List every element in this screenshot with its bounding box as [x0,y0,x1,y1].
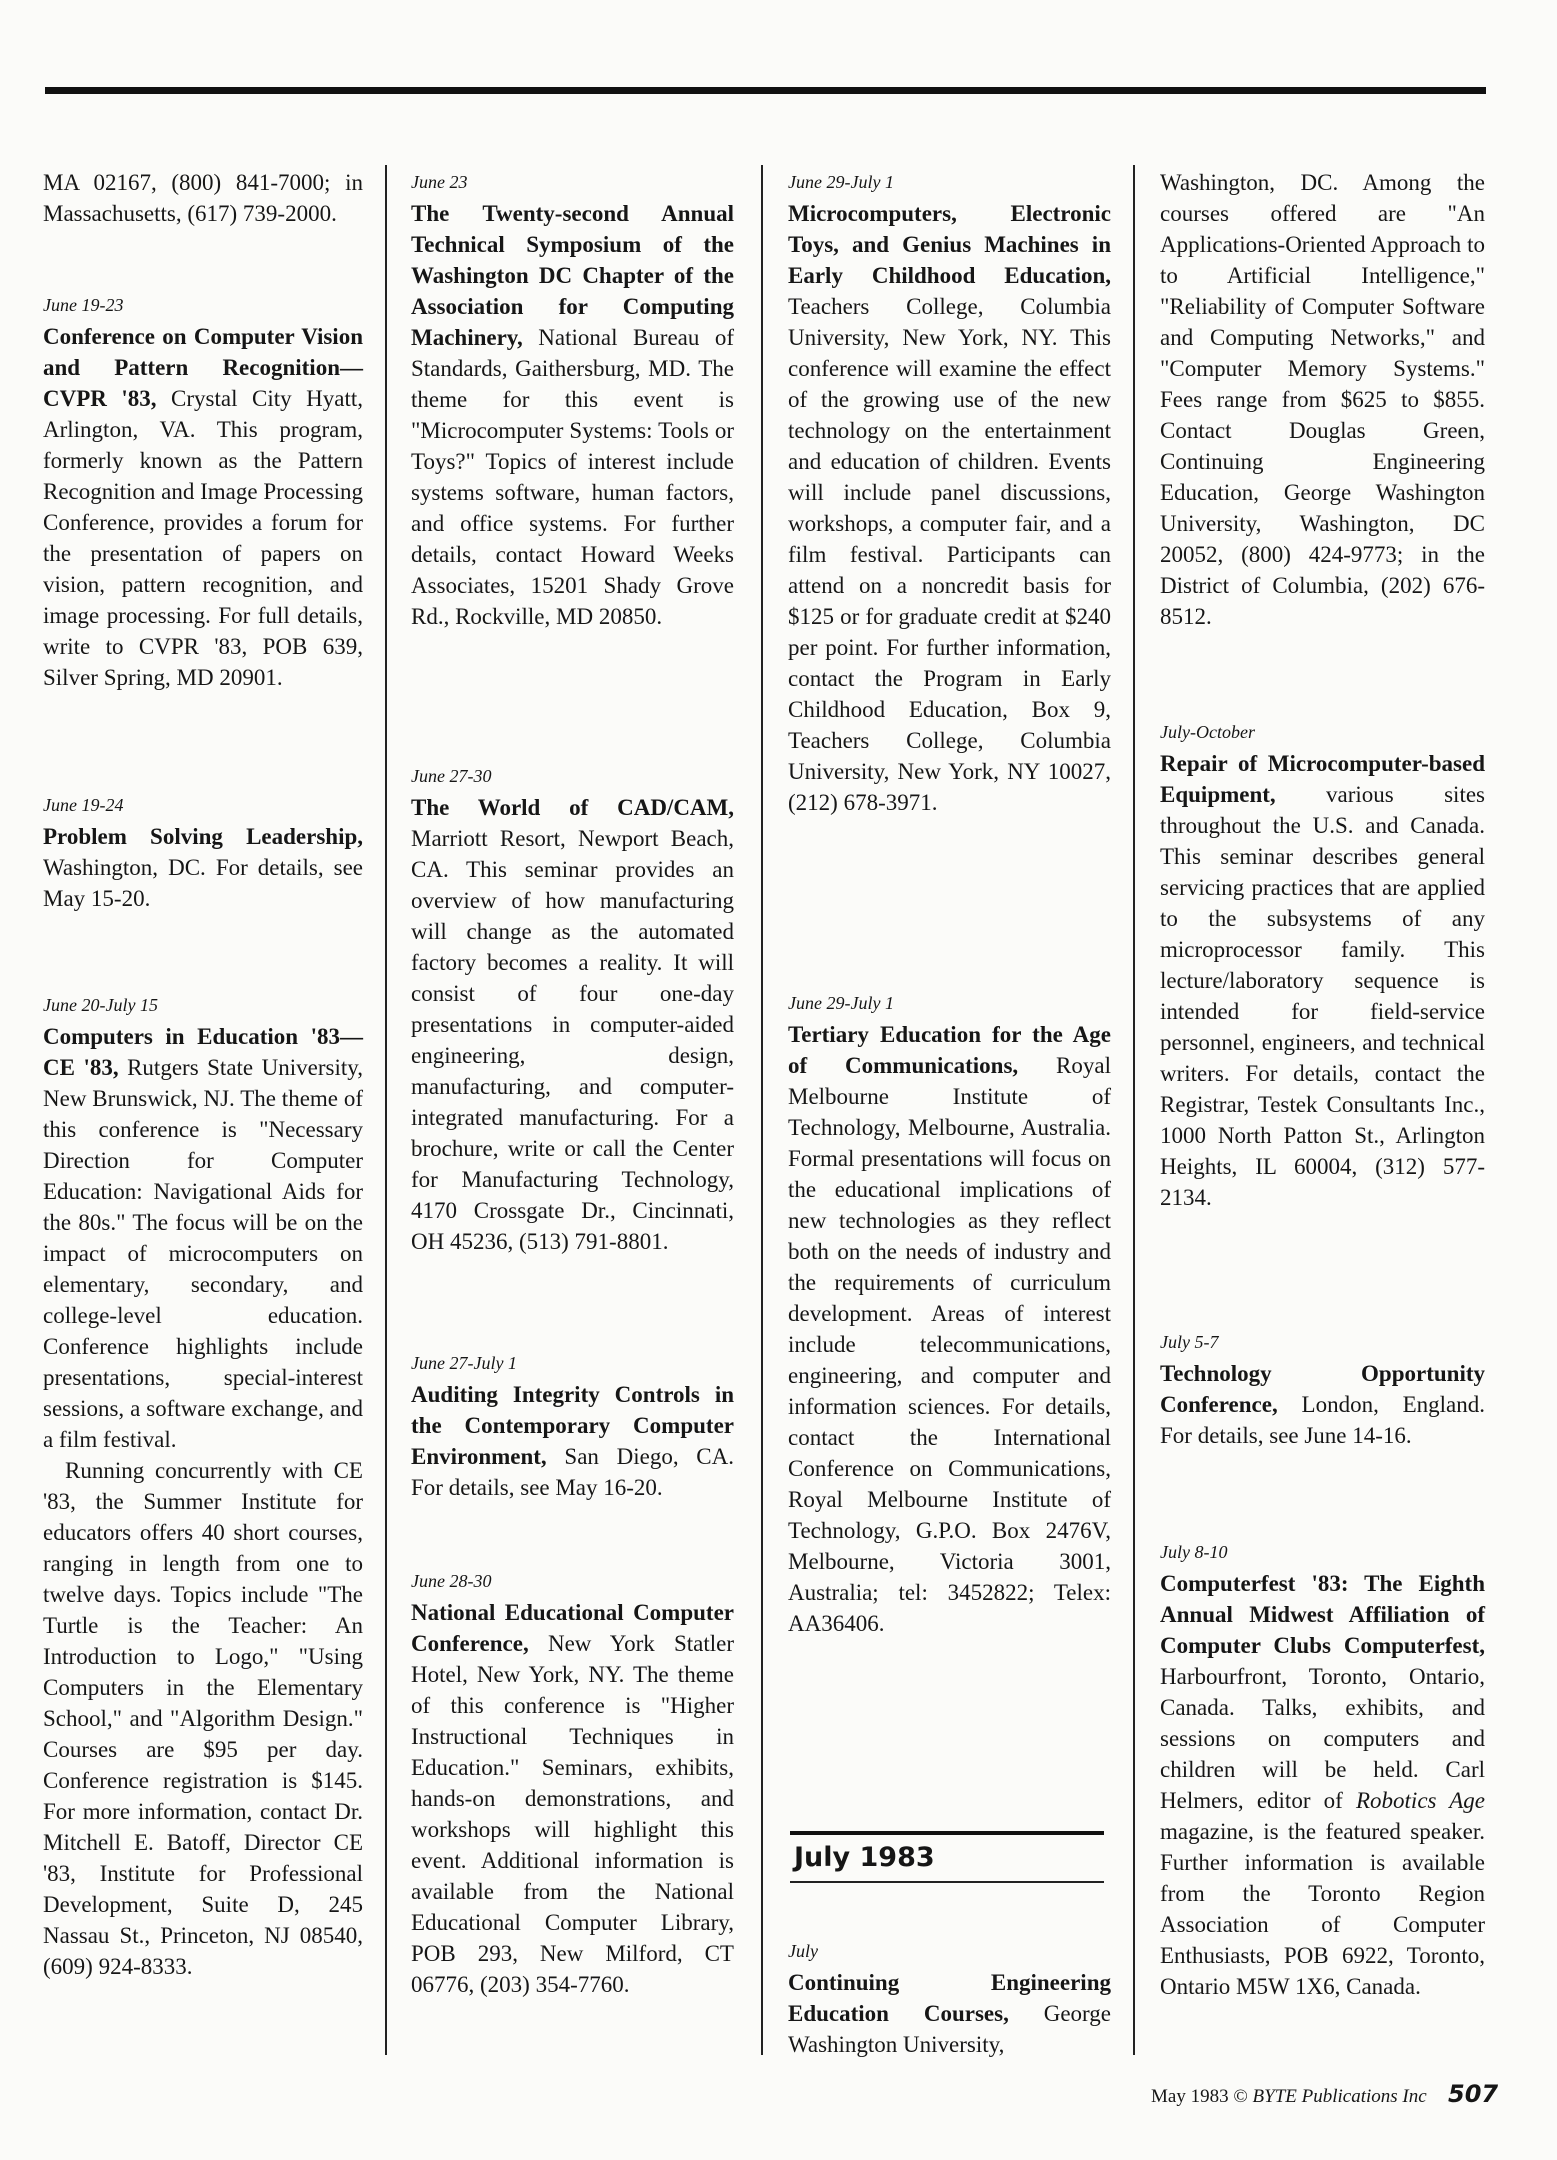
event-title: National Educational Computer Conference, [411,1600,734,1656]
event-body: San Diego, CA. For details, see May 16-20. [411,1444,734,1500]
event-date: June 19-23 [43,295,124,315]
event-entry [788,167,1111,818]
top-rule [45,87,1486,94]
event-body: Washington, DC. For details, see May 15-20. [43,855,363,911]
column-divider [761,165,763,2055]
event-entry [43,990,363,1982]
event-body: various sites throughout the U.S. and Canada. This seminar describes general servicing practices that are applied to the subsystems of any microprocessor family. This lecture/laboratory sequence is intended for field-service personnel, engineers, and technical writers. For details, contact the Registrar, Testek Consultants Inc., 1000 North Patton St., Arlington Heights, IL 60004, (312) 577-2134. [1160,782,1485,1210]
event-entry [1160,1327,1485,1451]
continuation-text [1160,167,1485,632]
event-date: June 20-July 15 [43,995,158,1015]
event-title: Auditing Integrity Controls in the Contemporary Computer Environment, [411,1382,734,1469]
event-body: Harbourfront, Toronto, Ontario, Canada. Talks, exhibits, and sessions on computers and children will be held. Carl Helmers, editor of [1160,1664,1485,1813]
event-title: Computers in Education '83—CE '83, [43,1024,363,1080]
event-date: July-October [1160,722,1255,742]
event-title: Tertiary Education for the Age of Communications, [788,1022,1111,1078]
event-date: July 5-7 [1160,1332,1219,1352]
event-body: London, England. For details, see June 14-16. [1160,1392,1485,1448]
event-body: Teachers College, Columbia University, New York, NY. This conference will examine the effect of the growing use of the new technology on the entertainment and education of children. Events will include panel discussions, workshops, a computer fair, and a film festival. Participants can attend on a noncredit basis for $125 or for graduate credit at $240 per point. For further information, contact the Program in Early Childhood Education, Box 9, Teachers College, Columbia University, New York, NY 10027, (212) 678-3971. [788,294,1111,815]
event-entry [43,790,363,914]
event-entry [788,1936,1111,2060]
event-entry [1160,717,1485,1213]
event-title: Continuing Engineering Education Courses, [788,1970,1111,2026]
event-body: Crystal City Hyatt, Arlington, VA. This program, formerly known as the Pattern Recognition and Image Processing Conference, provides a forum for the presentation of papers on vision, pattern recognition, and image processing. For full details, write to CVPR '83, POB 639, Silver Spring, MD 20901. [43,386,364,690]
event-body: magazine, is the featured speaker. Further information is available from the Toronto Region Association of Computer Enthusiasts, POB 6922, Toronto, Ontario M5W 1X6, Canada. [1160,1819,1485,1999]
event-title: The World of CAD/CAM, [411,795,734,820]
event-title: Microcomputers, Electronic Toys, and Genius Machines in Early Childhood Education, [788,201,1111,288]
event-date: July [788,1941,818,1961]
event-title: The Twenty-second Annual Technical Symposium of the Washington DC Chapter of the Association for Computing Machinery, [411,201,734,350]
section-header [790,1831,1104,1883]
event-entry [411,761,734,1257]
event-title: Technology Opportunity Conference, [1160,1361,1485,1417]
event-entry [411,1566,734,2000]
footer-date: May 1983 [1151,2086,1229,2107]
event-body-paragraph: Running concurrently with CE '83, the Summer Institute for educators offers 40 short courses, ranging in length from one to twelve days. Topics include "The Turtle is the Teacher: An Introduction to Logo," "Using Computers in the Elementary School," and "Algorithm Design." Courses are $95 per day. Conference registration is $145. For more information, contact Dr. Mitchell E. Batoff, Director CE '83, Institute for Professional Development, Suite D, 245 Nassau St., Princeton, NJ 08540, (609) 924-8333. [43,1458,363,1979]
continuation-text [43,167,363,229]
publication-name: Robotics Age [1355,1788,1485,1813]
event-body: George Washington University, [788,2001,1111,2057]
column-divider [1133,165,1135,2055]
event-date: June 27-July 1 [411,1353,517,1373]
event-entry [1160,1537,1485,2002]
event-title: Problem Solving Leadership, [43,824,363,849]
event-entry [411,167,734,632]
column-divider [385,165,387,2055]
event-title: Conference on Computer Vision and Pattern Recognition—CVPR '83, [43,324,363,411]
event-body: National Bureau of Standards, Gaithersburg, MD. The theme for this event is "Microcomputer Systems: Tools or Toys?" Topics of interest include systems software, human factors, and office systems. For further details, contact Howard Weeks Associates, 15201 Shady Grove Rd., Rockville, MD 20850. [411,325,734,629]
event-entry [788,988,1111,1639]
event-date: June 28-30 [411,1571,492,1591]
body-text: Washington, DC. Among the courses offered are "An Applications-Oriented Approach to to Artificial Intelligence," "Reliability of Computer Software and Computing Networks," and "Computer Memory Systems." Fees range from $625 to $855. Contact Douglas Green, Continuing Engineering Education, George Washington University, Washington, DC 20052, (800) 424-9773; in the District of Columbia, (202) 676-8512. [1160,170,1485,629]
section-rule-thick [790,1831,1104,1835]
event-date: June 29-July 1 [788,172,894,192]
event-body: Rutgers State University, New Brunswick, NJ. The theme of this conference is "Necessary Direction for Computer Education: Navigational Aids for the 80s." The focus will be on the impact of microcomputers on elementary, secondary, and college-level education. Conference highlights include presentations, special-interest sessions, a software exchange, and a film festival. [43,1055,363,1452]
footer-publisher: BYTE Publications Inc [1252,2086,1427,2107]
event-date: June 29-July 1 [788,993,894,1013]
event-title: Repair of Microcomputer-based Equipment, [1160,751,1485,807]
event-body: New York Statler Hotel, New York, NY. The theme of this conference is "Higher Instructional Techniques in Education." Seminars, exhibits, hands-on demonstrations, and workshops will highlight this event. Additional information is available from the National Educational Computer Library, POB 293, New Milford, CT 06776, (203) 354-7760. [411,1631,734,1997]
event-body: Royal Melbourne Institute of Technology, Melbourne, Australia. Formal presentations will focus on the educational implications of new technologies as they reflect both on the needs of industry and the requirements of curriculum development. Areas of interest include telecommunications, engineering, and computer and information sciences. For details, contact the International Conference on Communications, Royal Melbourne Institute of Technology, G.P.O. Box 2476V, Melbourne, Victoria 3001, Australia; tel: 3452822; Telex: AA36406. [788,1053,1111,1636]
section-rule-thin [790,1881,1104,1883]
section-heading: July 1983 [794,1842,935,1873]
page-number: 507 [1448,2080,1499,2108]
event-date: June 19-24 [43,795,124,815]
page-footer [1151,2086,1427,2108]
event-entry [43,290,363,693]
event-date: June 27-30 [411,766,492,786]
copyright-symbol: © [1233,2086,1248,2107]
body-text: MA 02167, (800) 841-7000; in Massachusetts, (617) 739-2000. [43,170,363,226]
event-date: June 23 [411,172,468,192]
event-date: July 8-10 [1160,1542,1228,1562]
event-entry [411,1348,734,1503]
event-body: Marriott Resort, Newport Beach, CA. This seminar provides an overview of how manufacturing will change as the automated factory becomes a reality. It will consist of four one-day presentations in computer-aided engineering, design, manufacturing, and computer-integrated manufacturing. For a brochure, write or call the Center for Manufacturing Technology, 4170 Crossgate Dr., Cincinnati, OH 45236, (513) 791-8801. [411,826,734,1254]
event-title: Computerfest '83: The Eighth Annual Midwest Affiliation of Computer Clubs Computerfest, [1160,1571,1485,1658]
